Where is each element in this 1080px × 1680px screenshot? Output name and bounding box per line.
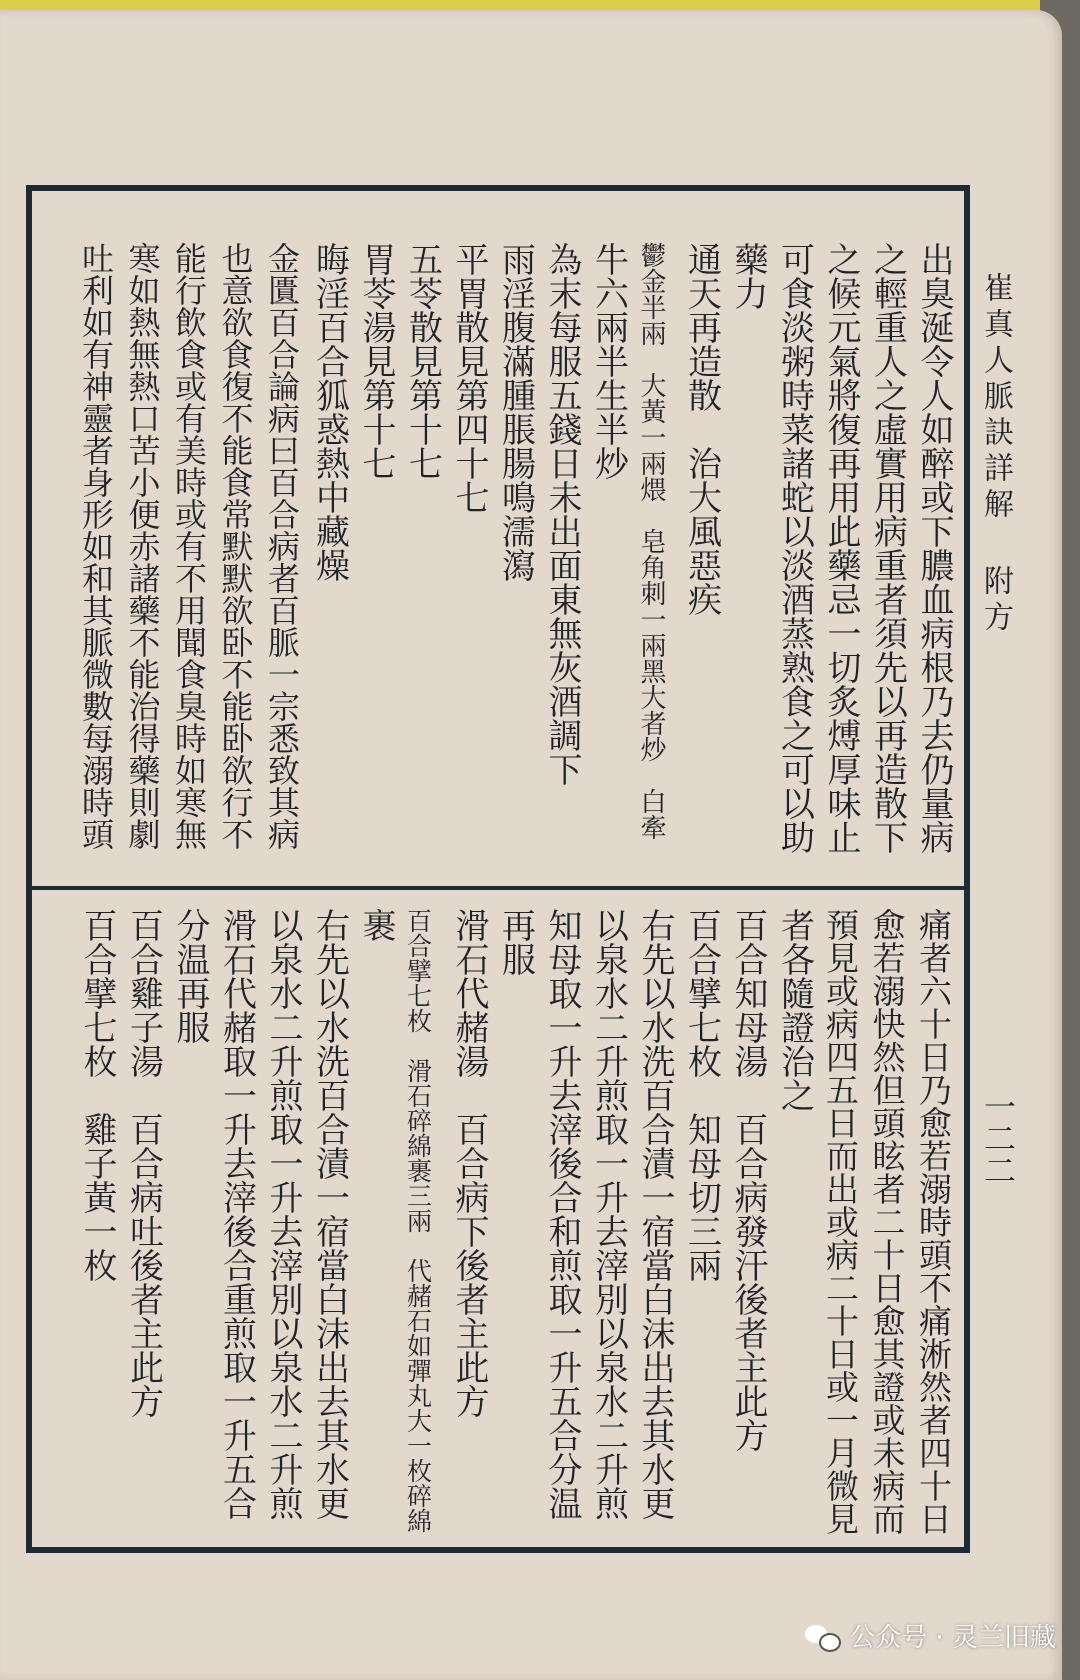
bottom-text-column: 知母取一升去滓後合和煎取一升五合分温 (542, 908, 582, 1520)
bottom-text-column: 以泉水二升煎取一升去滓別以泉水二升煎 (263, 908, 303, 1520)
top-text-column: 晦淫百合狐惑熱中藏燥 (309, 242, 350, 582)
top-text-column: 之候元氣將復再用此藥忌一切炙煿厚味止 (821, 242, 861, 854)
bottom-text-column: 右先以水洗百合漬一宿當白沫出去其水更 (635, 908, 675, 1520)
frame-divider (26, 886, 970, 890)
bottom-text-column: 者各隨證治之 (774, 908, 815, 1112)
top-text-column: 通天再造散 治大風惡疾 (681, 242, 722, 616)
watermark (805, 1617, 1056, 1654)
top-text-column: 牛六兩半生半炒 (588, 242, 629, 480)
top-text-column: 可食淡粥時菜諸蛇以淡酒蒸熟食之可以助 (774, 242, 815, 854)
bottom-text-column: 以泉水二升煎取一升去滓別以泉水二升煎 (588, 908, 629, 1520)
bottom-text-column: 滑石代赭湯 百合病下後者主此方 (449, 908, 489, 1418)
bottom-text-column: 右先以水洗百合漬一宿當白沫出去其水更 (309, 908, 350, 1520)
top-text-column: 吐利如有神靈者身形如和其脈微數每溺時頭 (77, 242, 115, 850)
bottom-text-column: 預見或病四五日而出或病二十日或一月微見 (821, 908, 860, 1535)
top-text-column: 之輕重人之虛實用病重者須先以再造散下 (867, 242, 908, 854)
top-text-column: 胃苓湯見第十七 (356, 242, 396, 480)
running-title: 崔真人脈訣詳解 附方 (978, 272, 1013, 637)
bottom-text-column: 百合知母湯 百合病發汗後者主此方 (728, 908, 768, 1452)
top-text-column: 出臭涎令人如醉或下膿血病根乃去仍量病 (914, 242, 954, 854)
bottom-text-column: 痛者六十日乃愈若溺時頭不痛淅然者四十日 (914, 908, 953, 1535)
bottom-text-column: 分温再服 (170, 908, 210, 1044)
top-text-column: 金匱百合論病曰百合病者百脈一宗悉致其病 (263, 242, 301, 850)
top-text-column: 寒如熱無熱口苦小便赤諸藥不能治得藥則劇 (123, 242, 162, 850)
top-text-column: 平胃散見第四十七 (449, 242, 489, 514)
bottom-text-column: 百合擘七枚 滑石碎綿裹三兩 代赭石如彈丸大一枚碎綿 (403, 908, 433, 1533)
bottom-text-column: 百合雞子湯 百合病吐後者主此方 (123, 908, 164, 1418)
top-text-column: 藥力 (728, 242, 768, 310)
bottom-text-column: 裹 (356, 908, 396, 942)
bottom-text-column: 愈若溺快然但頭眩者二十日愈其證或未病而 (867, 908, 907, 1535)
book-page (0, 10, 1062, 1680)
watermark-text: 公众号 · 灵兰旧藏 (849, 1623, 1056, 1653)
bottom-text-column: 再服 (495, 908, 536, 976)
bottom-text-column: 百合擘七枚 知母切三兩 (681, 908, 722, 1282)
bottom-text-column: 滑石代赭取一升去滓後合重煎取一升五合 (216, 908, 257, 1520)
top-text-column: 為末每服五錢日未出面東無灰酒調下 (542, 242, 582, 786)
wechat-icon (805, 1623, 839, 1649)
page-number: 一二二 (979, 1090, 1017, 1186)
bottom-text-column: 百合擘七枚 雞子黃一枚 (77, 908, 117, 1282)
top-text-column: 鬱金半兩 大黃一兩煨 皂角刺一兩黑大者炒 白牽 (636, 242, 666, 840)
top-text-column: 雨淫腹滿腫脹腸鳴濡瀉 (495, 242, 536, 582)
top-text-column: 能行飲食或有美時或有不用聞食臭時如寒無 (170, 242, 208, 850)
top-text-column: 五苓散見第十七 (402, 242, 443, 480)
top-text-column: 也意欲食復不能食常默默欲卧不能卧欲行不 (216, 242, 255, 850)
